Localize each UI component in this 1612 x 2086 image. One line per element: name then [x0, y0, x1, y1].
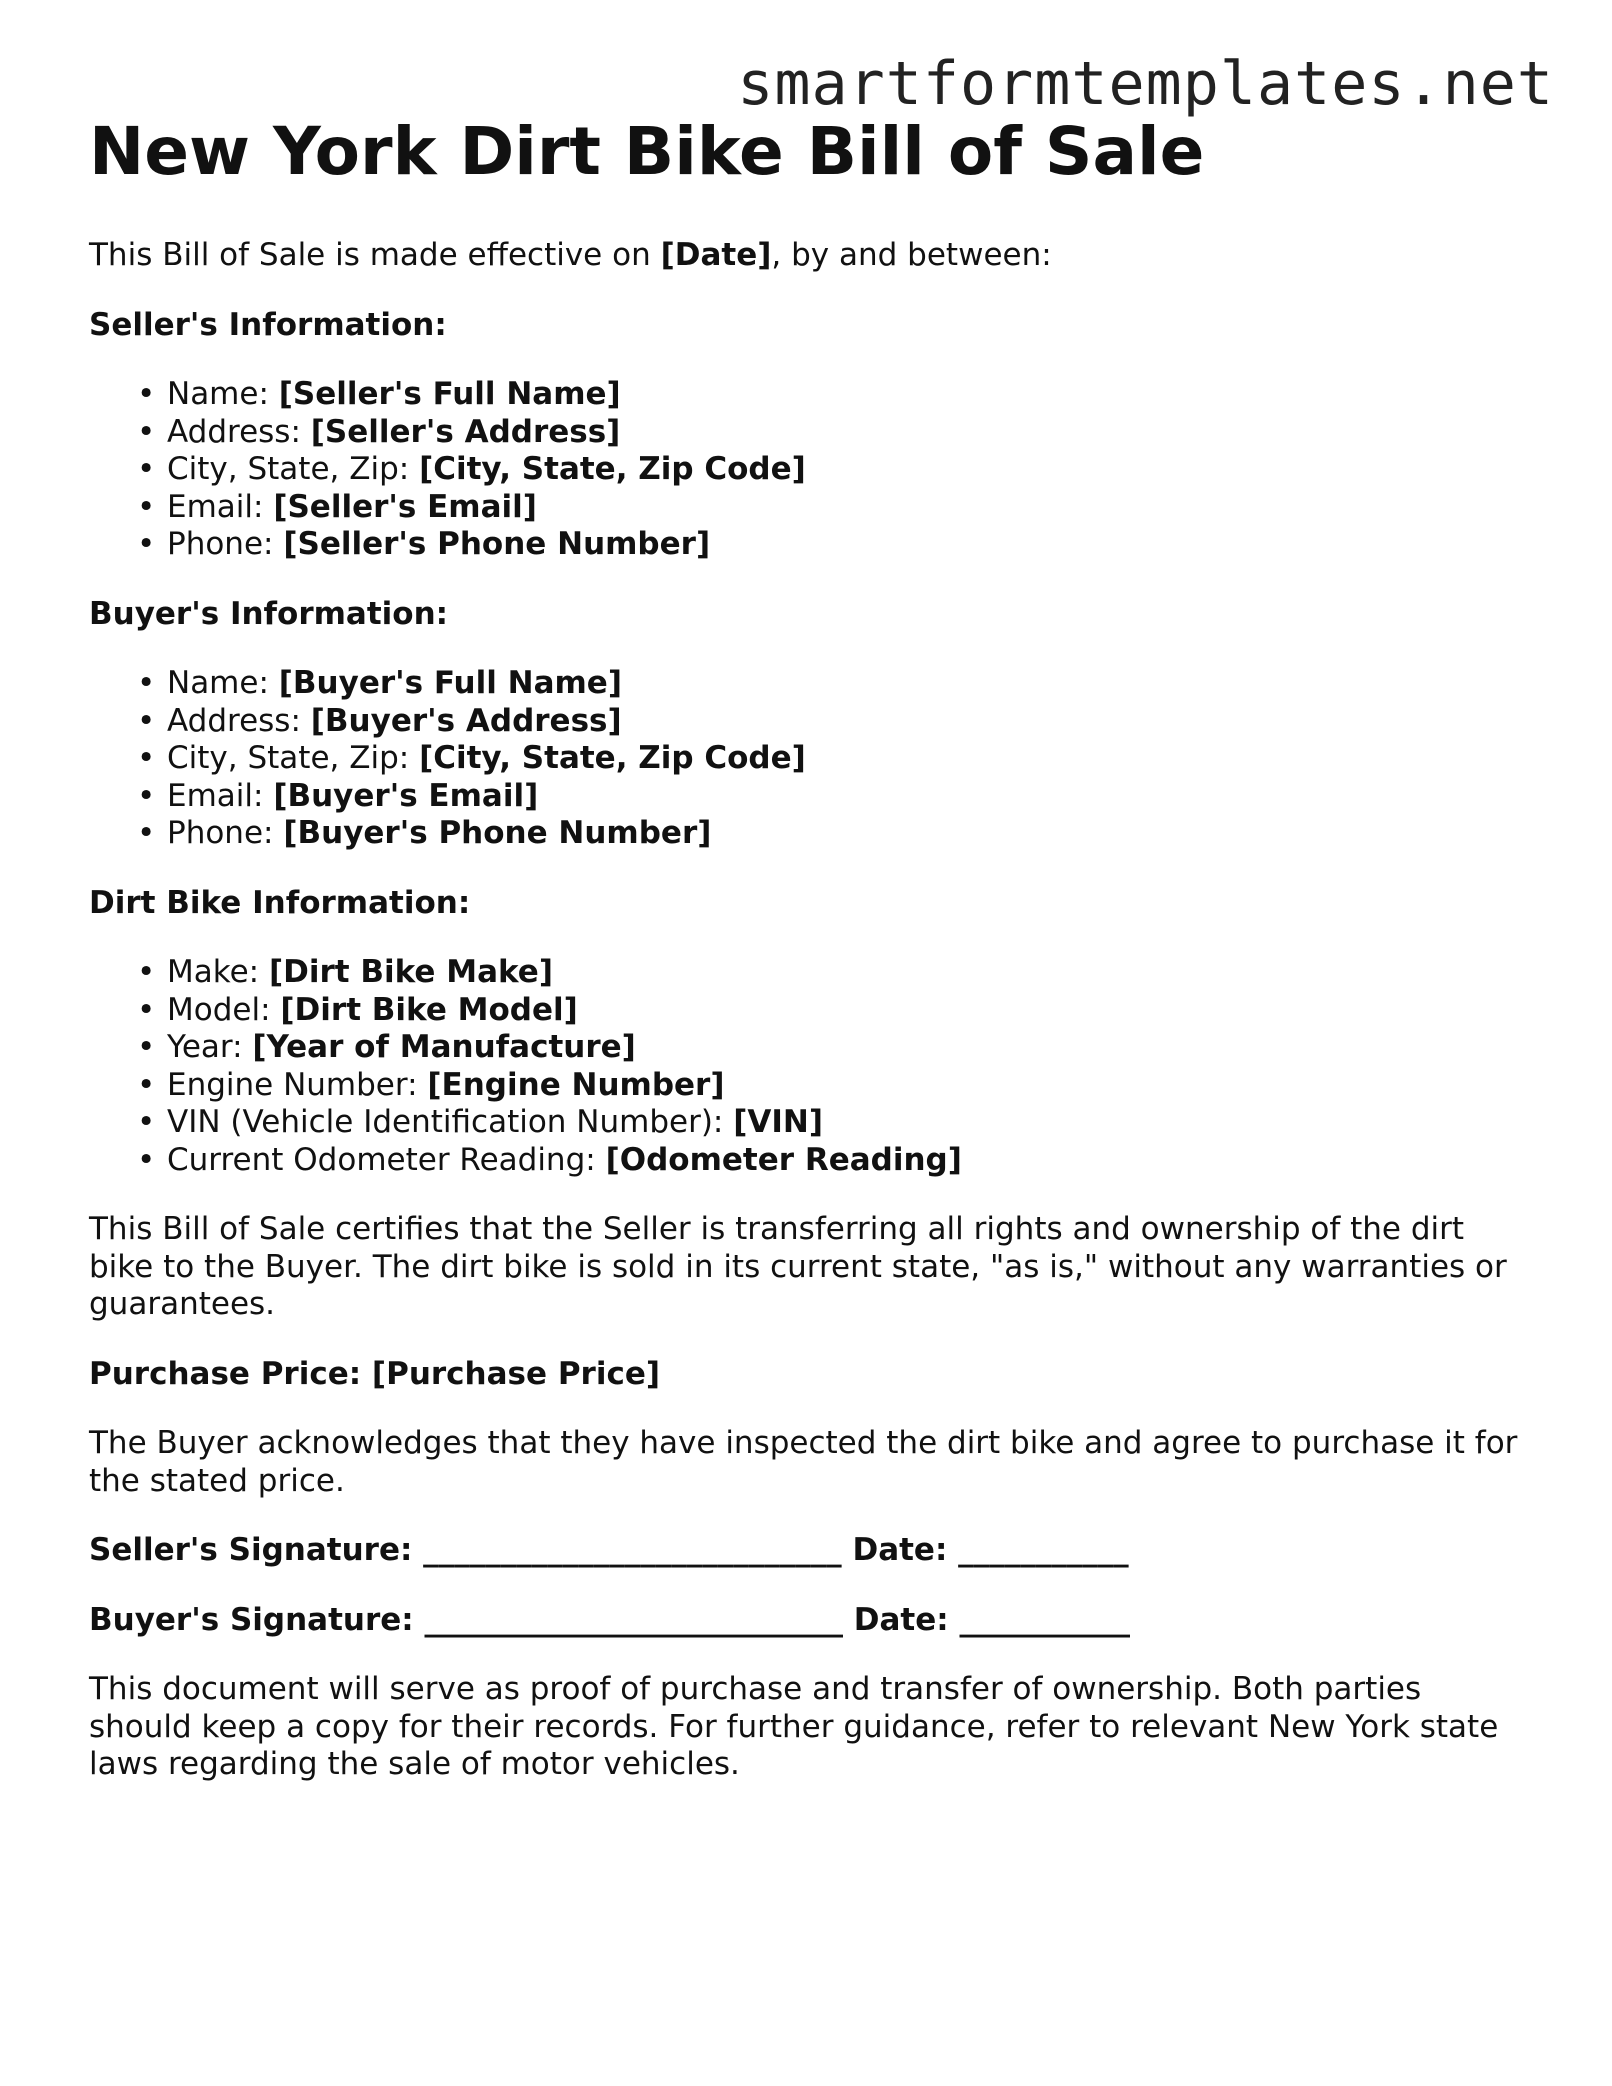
- buyer-list: [89, 665, 1529, 853]
- list-item: • Name: [Seller's Full Name]: [137, 376, 621, 412]
- list-item: • Make: [Dirt Bike Make]: [137, 954, 553, 990]
- list-item: • Year: [Year of Manufacture]: [137, 1029, 636, 1065]
- list-item: • City, State, Zip: [City, State, Zip Code]: [137, 451, 806, 487]
- closing-paragraph: This document will serve as proof of purchase and transfer of ownership. Both parties should keep a copy for their records. For further guidance, refer to relevant New York state laws regarding the sale of motor vehicles.: [89, 1671, 1499, 1782]
- document: [89, 112, 1529, 1784]
- seller-list: [89, 376, 1529, 564]
- list-item: • Engine Number: [Engine Number]: [137, 1066, 725, 1103]
- certification-paragraph: This Bill of Sale certifies that the Seller is transferring all rights and ownership of the dirt bike to the Buyer. The dirt bike is sold in its current state, "as is," without any warranties or guarantees.: [89, 1211, 1507, 1322]
- list-item: • Address: [Seller's Address]: [137, 413, 621, 450]
- intro-text-end: , by and between:: [771, 237, 1052, 273]
- list-item: • VIN (Vehicle Identification Number): [VIN]: [137, 1104, 824, 1140]
- bike-list: [89, 954, 1529, 1179]
- page-title: New York Dirt Bike Bill of Sale: [89, 113, 1205, 190]
- watermark: smartformtemplates.net: [737, 49, 1554, 119]
- bike-heading: Dirt Bike Information:: [89, 884, 471, 921]
- list-item: • Phone: [Seller's Phone Number]: [137, 526, 711, 562]
- date-placeholder: [Date]: [660, 237, 772, 273]
- buyer-signature-line: Buyer's Signature: ___________________________ Date: ___________: [89, 1601, 1130, 1638]
- seller-signature-line: Seller's Signature: ___________________________ Date: ___________: [89, 1532, 1129, 1568]
- acknowledgment-paragraph: The Buyer acknowledges that they have inspected the dirt bike and agree to purchase it for the stated price.: [89, 1425, 1518, 1499]
- list-item: • City, State, Zip: [City, State, Zip Code]: [137, 740, 806, 776]
- list-item: • Address: [Buyer's Address]: [137, 702, 622, 739]
- list-item: • Name: [Buyer's Full Name]: [137, 665, 622, 701]
- list-item: • Email: [Seller's Email]: [137, 488, 537, 525]
- intro-paragraph: [89, 237, 1529, 275]
- list-item: • Email: [Buyer's Email]: [137, 777, 539, 814]
- purchase-price: Purchase Price: [Purchase Price]: [89, 1355, 661, 1392]
- intro-text: This Bill of Sale is made effective on: [89, 237, 661, 273]
- buyer-heading: Buyer's Information:: [89, 595, 449, 632]
- seller-heading: Seller's Information:: [89, 306, 447, 343]
- list-item: • Current Odometer Reading: [Odometer Reading]: [137, 1141, 962, 1178]
- list-item: • Model: [Dirt Bike Model]: [137, 991, 578, 1028]
- list-item: • Phone: [Buyer's Phone Number]: [137, 815, 712, 851]
